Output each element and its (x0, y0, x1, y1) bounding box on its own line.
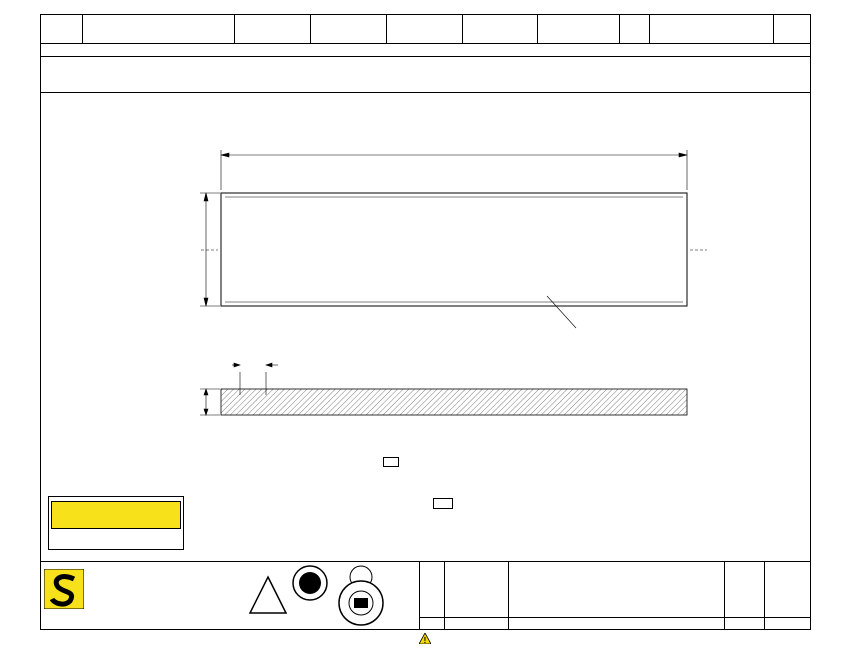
smith-aco-logo (48, 496, 184, 550)
rev-divider-desc (724, 561, 725, 630)
seal-logo (336, 565, 386, 627)
fig-ref-box (383, 457, 399, 467)
grate-top-view (221, 193, 687, 306)
depth-dimension (200, 389, 220, 415)
aspe-logo (248, 575, 288, 615)
rev-header-line (420, 617, 811, 618)
height-dimension (200, 193, 220, 306)
rev-divider-by (764, 561, 765, 630)
smith-aco-banner (51, 501, 181, 529)
smith-s-icon (44, 569, 84, 609)
grate-section-view (221, 389, 687, 415)
variation-box (433, 498, 453, 509)
pdi-logo (290, 563, 330, 603)
warning-icon (419, 633, 431, 644)
svg-text:!: ! (423, 636, 427, 644)
company-block (40, 561, 420, 630)
warning-line (0, 633, 850, 644)
width-dimension (221, 150, 687, 190)
rev-divider-date (508, 561, 509, 630)
rev-divider-rev (444, 561, 445, 630)
revision-table (420, 561, 811, 630)
